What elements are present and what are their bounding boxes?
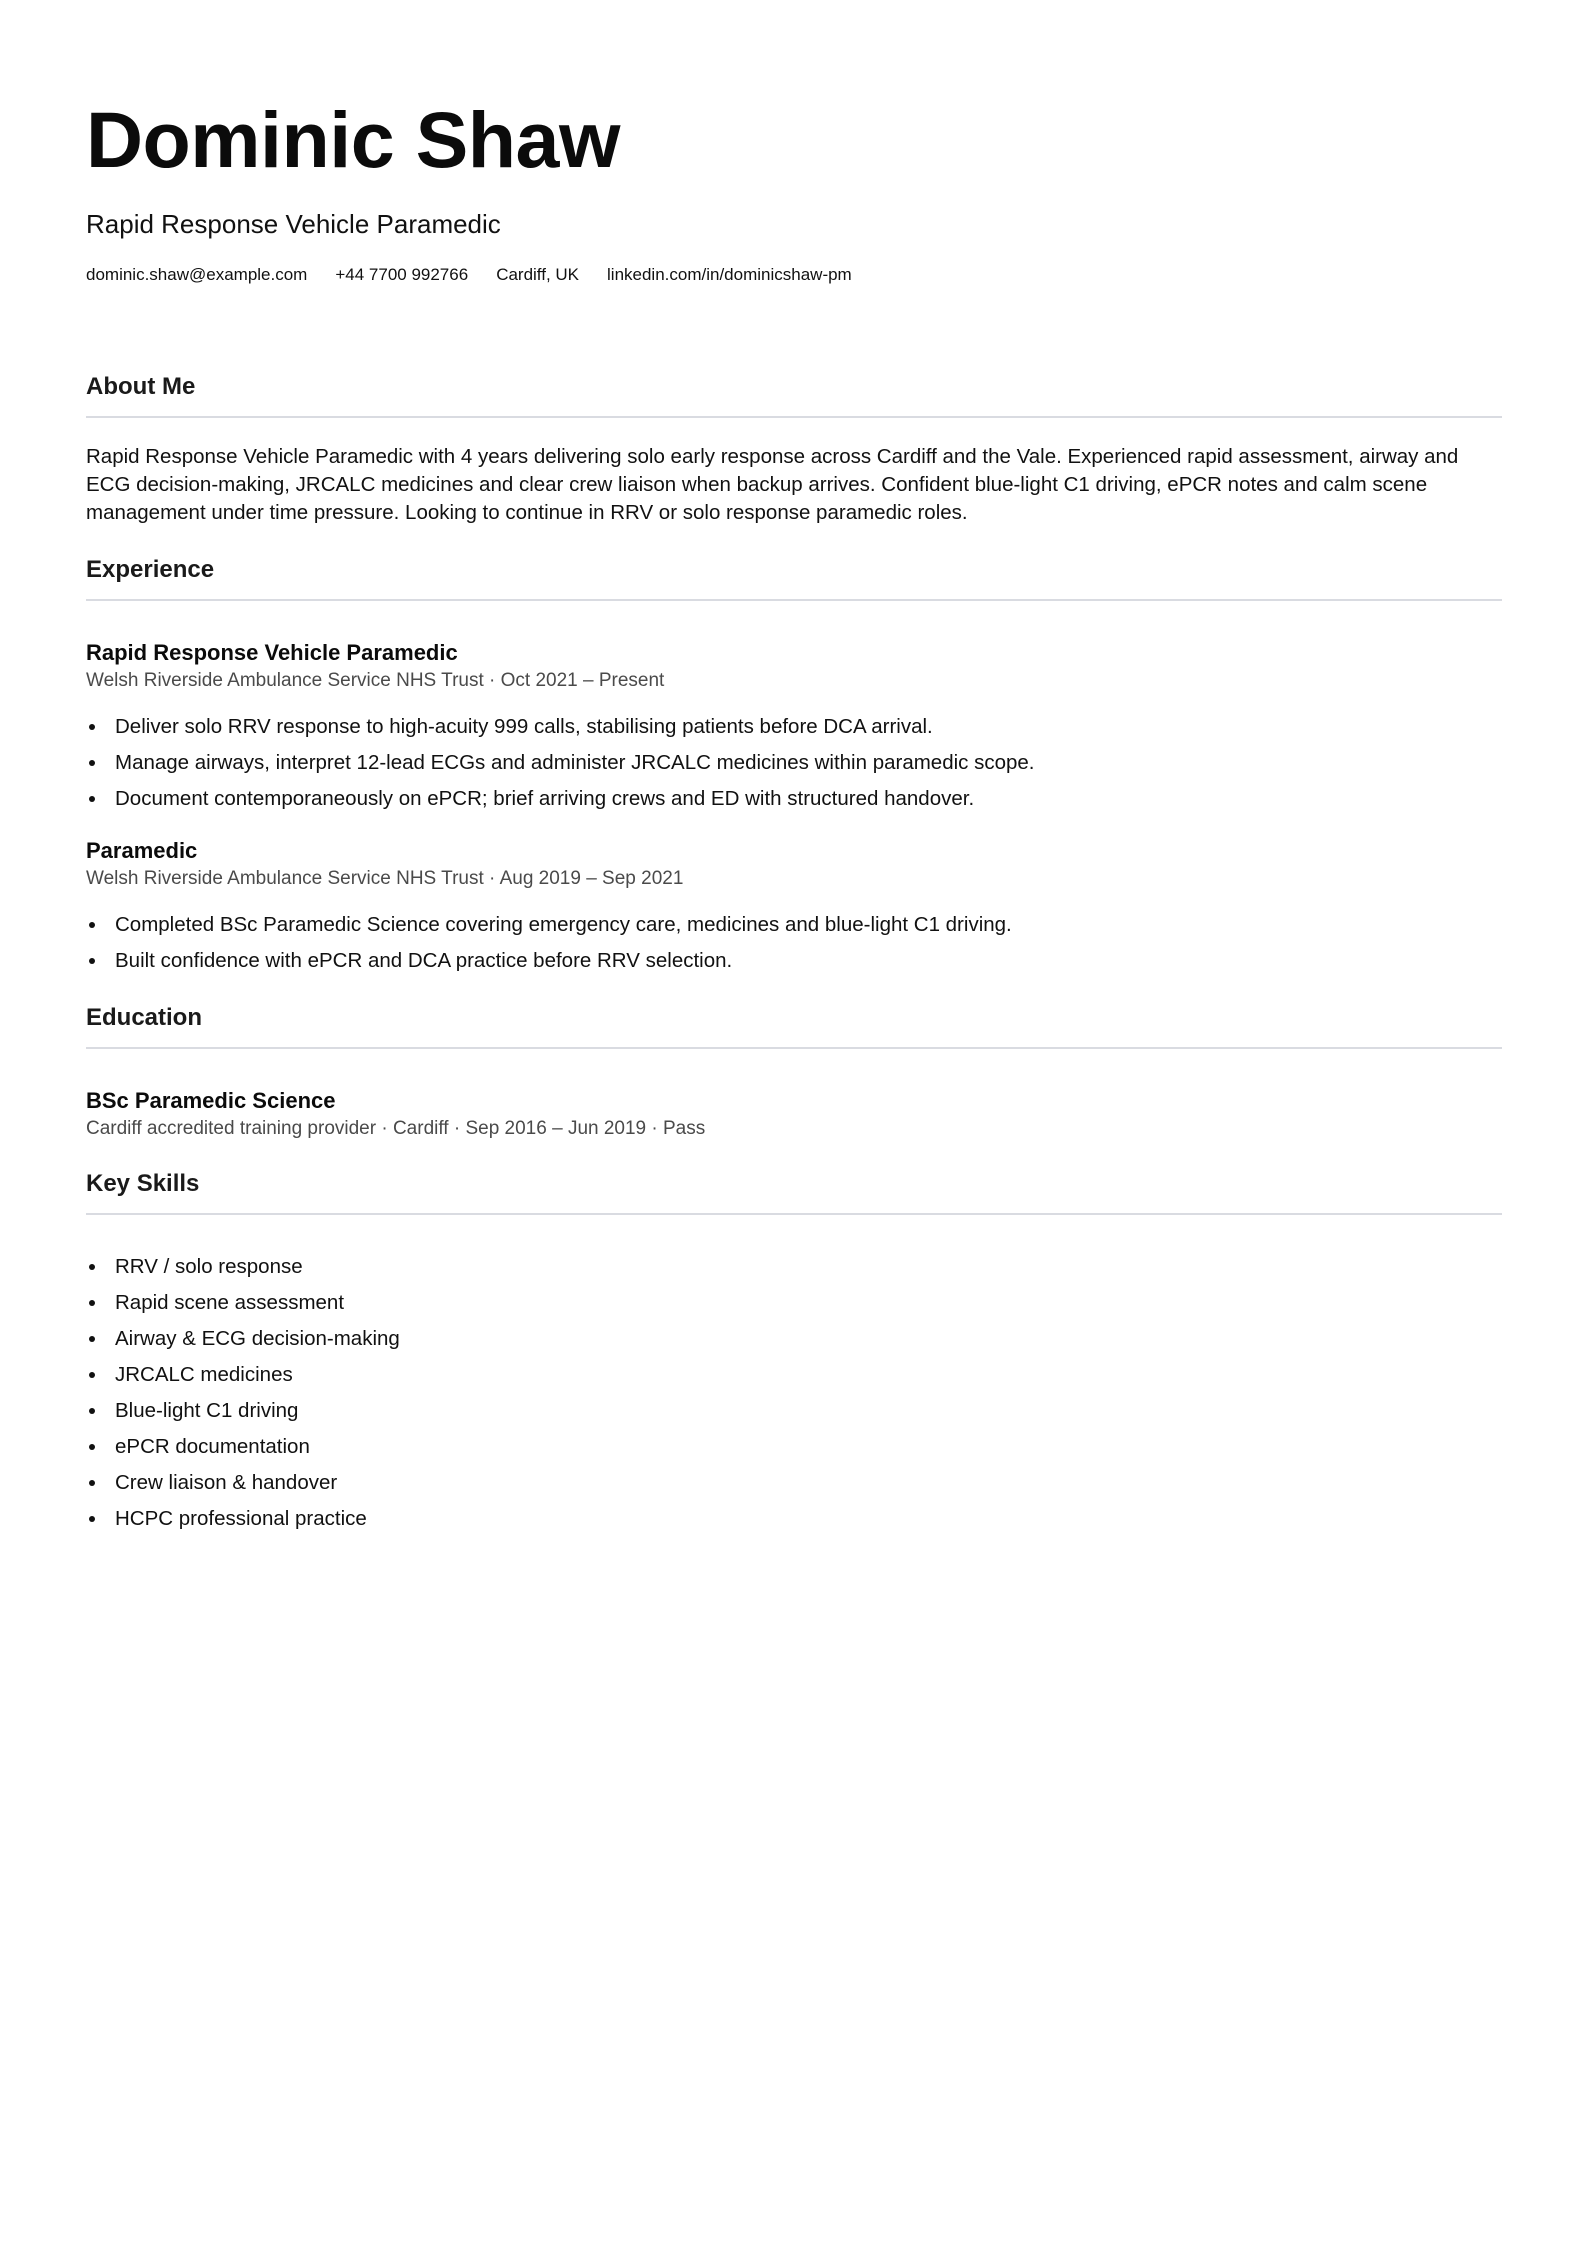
- education-section: [86, 1003, 1502, 1141]
- skill-item: ePCR documentation: [86, 1429, 1502, 1465]
- skills-list: [86, 1249, 1502, 1537]
- contact-email[interactable]: dominic.shaw@example.com: [86, 265, 308, 284]
- about-section: [86, 372, 1502, 527]
- skill-item: RRV / solo response: [86, 1249, 1502, 1285]
- job-entry: [86, 639, 1502, 817]
- experience-heading: Experience: [86, 555, 1502, 601]
- skill-item: Rapid scene assessment: [86, 1285, 1502, 1321]
- education-entry: [86, 1087, 1502, 1141]
- skill-item: JRCALC medicines: [86, 1357, 1502, 1393]
- skills-section: [86, 1169, 1502, 1537]
- skill-item: Airway & ECG decision-making: [86, 1321, 1502, 1357]
- degree-meta: Cardiff accredited training provider · Cardiff · Sep 2016 – Jun 2019 · Pass: [86, 1118, 706, 1139]
- skill-item: HCPC professional practice: [86, 1501, 1502, 1537]
- experience-section: [86, 555, 1502, 979]
- education-heading: Education: [86, 1003, 1502, 1049]
- job-bullets: [86, 709, 1502, 817]
- resume-header: [86, 96, 1502, 286]
- about-heading: About Me: [86, 372, 1502, 418]
- job-bullet: Document contemporaneously on ePCR; brief arriving crews and ED with structured handover.: [86, 781, 1502, 817]
- job-meta: Welsh Riverside Ambulance Service NHS Trust · Oct 2021 – Present: [86, 670, 665, 691]
- job-bullet: Manage airways, interpret 12-lead ECGs and administer JRCALC medicines within paramedic scope.: [86, 745, 1502, 781]
- job-bullet: Deliver solo RRV response to high-acuity 999 calls, stabilising patients before DCA arrival.: [86, 709, 1502, 745]
- job-entry: [86, 837, 1502, 979]
- job-bullet: Completed BSc Paramedic Science covering emergency care, medicines and blue-light C1 driving.: [86, 907, 1502, 943]
- about-text: Rapid Response Vehicle Paramedic with 4 years delivering solo early response across Cardiff and the Vale. Experienced rapid assessment, airway and ECG decision-making, JRCALC medicines and clear crew liaison when backup arrives. Confident blue-light C1 driving, ePCR notes and calm scene management under time pressure. Looking to continue in RRV or solo response paramedic roles.: [86, 445, 1459, 524]
- job-title: Rapid Response Vehicle Paramedic: [86, 640, 458, 665]
- skill-item: Crew liaison & handover: [86, 1465, 1502, 1501]
- job-meta: Welsh Riverside Ambulance Service NHS Trust · Aug 2019 – Sep 2021: [86, 868, 684, 889]
- contact-linkedin[interactable]: linkedin.com/in/dominicshaw-pm: [607, 265, 852, 284]
- contact-row: [86, 264, 1502, 286]
- contact-phone[interactable]: +44 7700 992766: [335, 265, 469, 284]
- contact-location: Cardiff, UK: [496, 265, 580, 284]
- job-bullets: [86, 907, 1502, 979]
- degree-title: BSc Paramedic Science: [86, 1088, 336, 1113]
- skills-heading: Key Skills: [86, 1169, 1502, 1215]
- job-title: Paramedic: [86, 838, 198, 863]
- job-bullet: Built confidence with ePCR and DCA practice before RRV selection.: [86, 943, 1502, 979]
- candidate-name: Dominic Shaw: [86, 95, 620, 184]
- skill-item: Blue-light C1 driving: [86, 1393, 1502, 1429]
- candidate-role: Rapid Response Vehicle Paramedic: [86, 209, 501, 239]
